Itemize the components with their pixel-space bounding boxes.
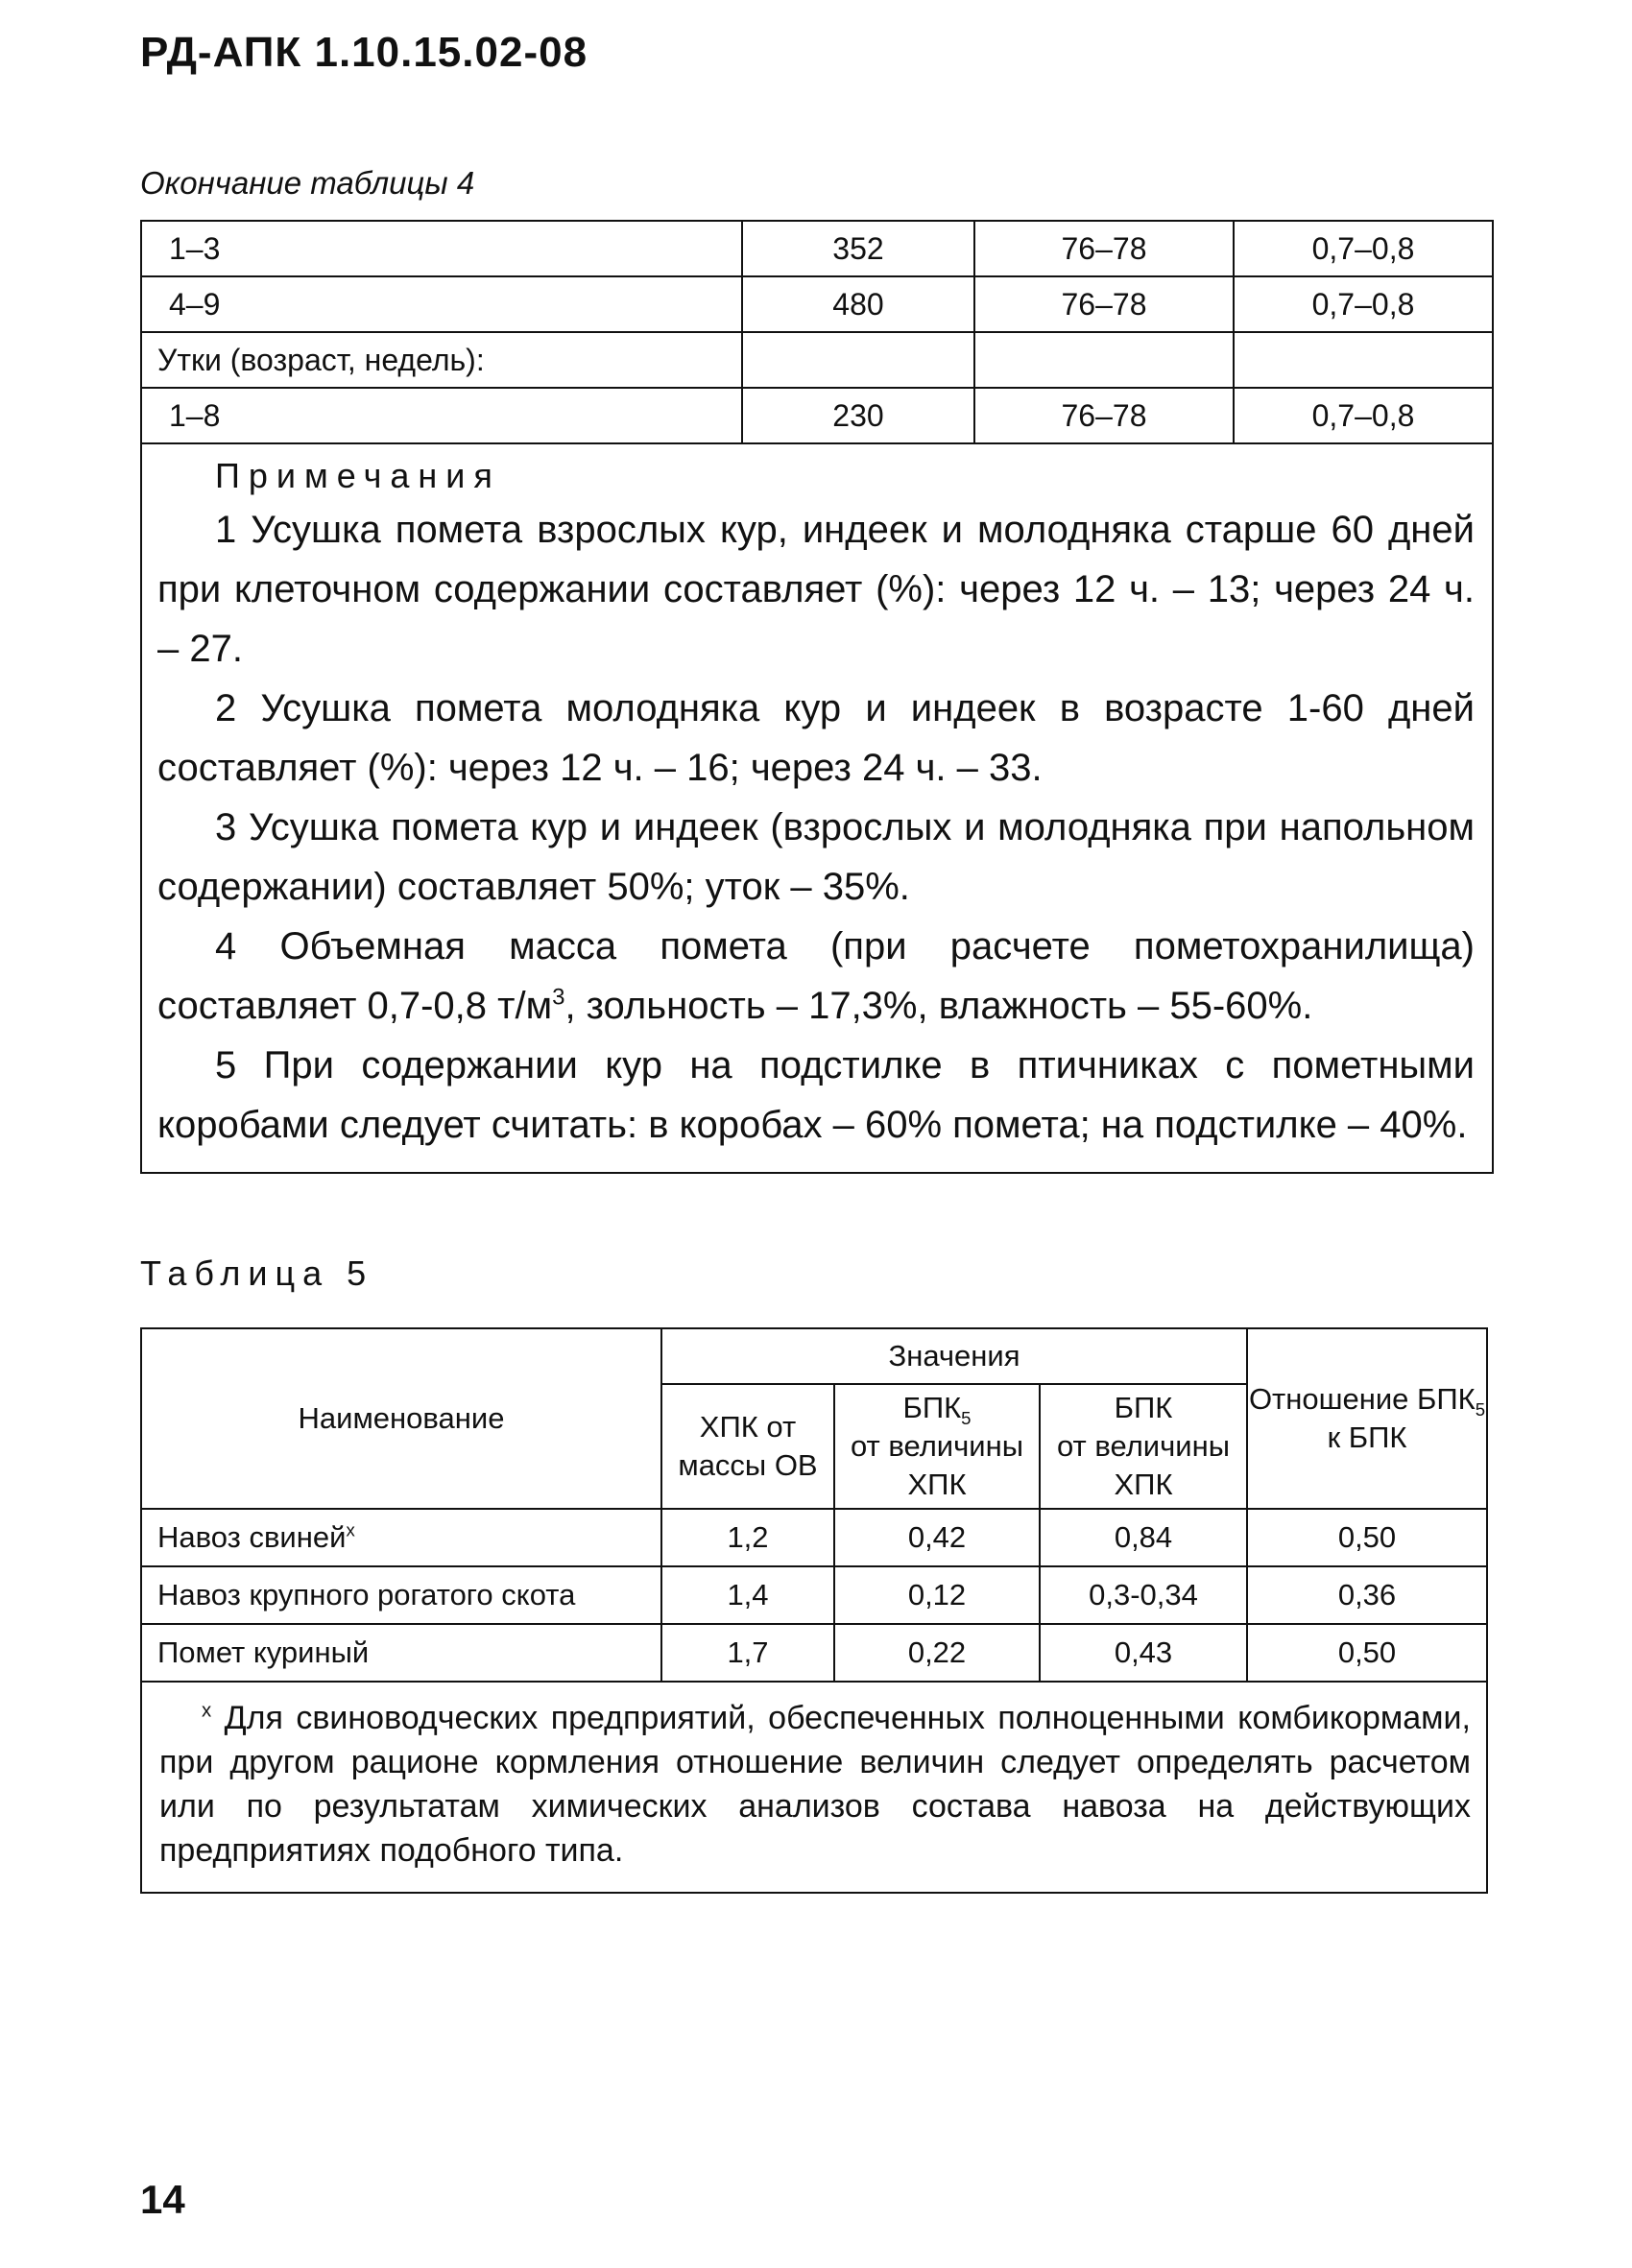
table4-cell: 76–78 [974, 221, 1234, 276]
table4-cell-name: 4–9 [141, 276, 742, 332]
header-ratio [1247, 1328, 1487, 1509]
note-3: 3 Усушка помета кур и индеек (взрослых и молодняка при напольном содержании) составляет 50%; уток – 35%. [157, 806, 1475, 908]
header-hpk: ХПК от массы ОВ [661, 1384, 834, 1509]
table4-cell: 230 [742, 388, 974, 443]
note-5: 5 При содержании кур на подстилке в птичниках с пометными коробами следует считать: в коробах – 60% помета; на подстилке – 40%. [157, 1044, 1475, 1146]
header-name: Наименование [141, 1328, 661, 1509]
table5-cell: 1,7 [661, 1624, 834, 1682]
table4-cell-name: 1–3 [141, 221, 742, 276]
row-name: Навоз свиней [157, 1520, 347, 1554]
row-name: Навоз крупного рогатого скота [157, 1578, 576, 1611]
header-bpk5-text: БПК [902, 1391, 962, 1424]
table4-notes [141, 443, 1493, 1173]
notes-title: Примечания [215, 456, 501, 495]
table4-cell: 352 [742, 221, 974, 276]
table5-cell: 0,36 [1247, 1566, 1487, 1624]
header-bpk-text: БПК [1114, 1391, 1173, 1424]
note-2: 2 Усушка помета молодняка кур и индеек в возрасте 1-60 дней составляет (%): через 12 ч. – 16; через 24 ч. – 33. [157, 687, 1475, 789]
note-4-superscript: 3 [552, 984, 565, 1011]
table5-cell: 0,50 [1247, 1624, 1487, 1682]
table5-cell: 0,3-0,34 [1040, 1566, 1247, 1624]
table4-cell: 0,7–0,8 [1234, 276, 1493, 332]
table-row [141, 276, 1493, 332]
table4-cell: 76–78 [974, 388, 1234, 443]
table5-header-row [141, 1328, 1487, 1384]
table5-footnote-row [141, 1682, 1487, 1893]
table4 [140, 220, 1494, 1174]
table-row [141, 1566, 1487, 1624]
footnote-marker: х [346, 1519, 355, 1540]
footnote-mark: х [202, 1700, 212, 1722]
table5-footnote [141, 1682, 1487, 1893]
table5-cell-name [141, 1566, 661, 1624]
table5-cell: 1,2 [661, 1509, 834, 1566]
header-bpk-tail: от величины ХПК [1057, 1429, 1230, 1501]
table5-cell: 0,22 [834, 1624, 1040, 1682]
document-code: РД-АПК 1.10.15.02-08 [140, 29, 588, 76]
table5-cell: 1,4 [661, 1566, 834, 1624]
header-ratio-tail: к БПК [1327, 1420, 1407, 1454]
table4-cell [1234, 332, 1493, 388]
table4-cell: 0,7–0,8 [1234, 221, 1493, 276]
table5-cell: 0,43 [1040, 1624, 1247, 1682]
header-ratio-text: Отношение БПК [1248, 1382, 1476, 1416]
table4-caption: Окончание таблицы 4 [140, 165, 475, 201]
table-row [141, 1509, 1487, 1566]
note-4-text: 4 Объемная масса помета (при расчете пометохранилища) составляет 0,7-0,8 т/м [157, 925, 1475, 1027]
table4-cell-name: 1–8 [141, 388, 742, 443]
header-values-group: Значения [661, 1328, 1247, 1384]
table-row [141, 1624, 1487, 1682]
header-bpk5-subscript: 5 [961, 1408, 972, 1429]
table4-cell [974, 332, 1234, 388]
table5-cell: 0,12 [834, 1566, 1040, 1624]
table4-cell: 76–78 [974, 276, 1234, 332]
header-bpk [1040, 1384, 1247, 1509]
table4-cell: 0,7–0,8 [1234, 388, 1493, 443]
header-bpk5 [834, 1384, 1040, 1509]
header-bpk5-tail: от величины ХПК [851, 1429, 1023, 1501]
table4-cell-name: Утки (возраст, недель): [141, 332, 742, 388]
table4-cell: 480 [742, 276, 974, 332]
table5-caption: Таблица 5 [140, 1253, 374, 1293]
note-4 [157, 917, 1475, 1036]
table5-cell: 0,84 [1040, 1509, 1247, 1566]
table5-cell: 0,50 [1247, 1509, 1487, 1566]
table5-cell-name [141, 1509, 661, 1566]
row-name: Помет куриный [157, 1635, 370, 1669]
table-row [141, 332, 1493, 388]
table5-cell-name [141, 1624, 661, 1682]
note-4-text-tail: , зольность – 17,3%, влажность – 55-60%. [564, 985, 1313, 1027]
note-1: 1 Усушка помета взрослых кур, индеек и молодняка старше 60 дней при клеточном содержании составляет (%): через 12 ч. – 13; через 24 ч. – 27. [157, 509, 1475, 670]
table-row [141, 388, 1493, 443]
header-ratio-subscript: 5 [1475, 1399, 1486, 1420]
table-row [141, 221, 1493, 276]
table5-cell: 0,42 [834, 1509, 1040, 1566]
page-number: 14 [140, 2177, 185, 2222]
footnote-text [159, 1696, 1471, 1873]
footnote-body: Для свиноводческих предприятий, обеспеченных полноценными комбикормами, при другом рационе кормления отношение величин следует определять расчетом или по результатам химических анализов состава навоза на действующих предприятиях подобного типа. [159, 1700, 1471, 1869]
table4-cell [742, 332, 974, 388]
table5 [140, 1327, 1488, 1894]
table4-notes-row [141, 443, 1493, 1173]
